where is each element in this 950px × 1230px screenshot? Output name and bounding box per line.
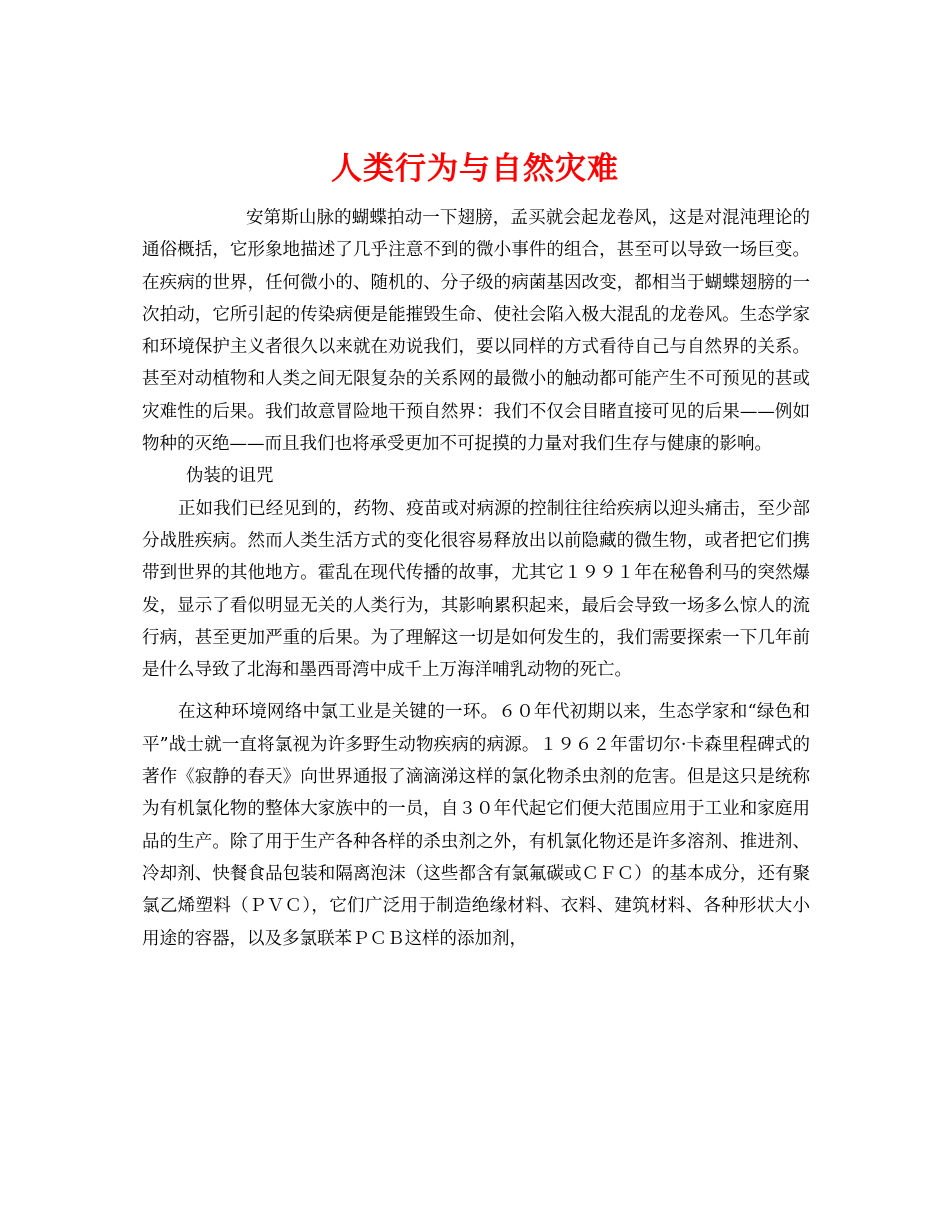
- document-body: [142, 202, 810, 955]
- section-heading: 伪装的诅咒: [186, 466, 274, 487]
- document-title: 人类行为与自然灾难: [331, 150, 619, 187]
- paragraph-chlorine: 在这种环境网络中氯工业是关键的一环。６０年代初期以来，生态学家和“绿色和平”战士就一直将氯视为许多野生动物疾病的病源。１９６２年雷切尔·卡森里程碑式的著作《寂静的春天》向世界通报了滴滴涕这样的氯化物杀虫剂的危害。但是这只是统称为有机氯化物的整体大家族中的一员，自３０年代起它们便大范围应用于工业和家庭用品的生产。除了用于生产各种各样的杀虫剂之外，有机氯化物还是许多溶剂、推进剂、冷却剂、快餐食品包装和隔离泡沫（这些都含有氯氟碳或ＣＦＣ）的基本成分，还有聚氯乙烯塑料（ＰＶＣ），它们广泛用于制造绝缘材料、衣料、建筑材料、各种形状大小用途的容器，以及多氯联苯ＰＣＢ这样的添加剂，: [142, 702, 810, 949]
- paragraph-cholera: 正如我们已经见到的，药物、疫苗或对病源的控制往往给疾病以迎头痛击，至少部分战胜疾病。然而人类生活方式的变化很容易释放出以前隐藏的微生物，或者把它们携带到世界的其他地方。霍乱在现代传播的故事，尤其它１９９１年在秘鲁利马的突然爆发，显示了看似明显无关的人类行为，其影响累积起来，最后会导致一场多么惊人的流行病，甚至更加严重的后果。为了理解这一切是如何发生的，我们需要探索一下几年前是什么导致了北海和墨西哥湾中成千上万海洋哺乳动物的死亡。: [142, 498, 810, 681]
- paragraph-intro: 安第斯山脉的蝴蝶拍动一下翅膀，孟买就会起龙卷风，这是对混沌理论的通俗概括，它形象地描述了几乎注意不到的微小事件的组合，甚至可以导致一场巨变。在疾病的世界，任何微小的、随机的、分子级的病菌基因改变，都相当于蝴蝶翅膀的一次拍动，它所引起的传染病便是能摧毁生命、使社会陷入极大混乱的龙卷风。生态学家和环境保护主义者很久以来就在劝说我们，要以同样的方式看待自己与自然界的关系。甚至对动植物和人类之间无限复杂的关系网的最微小的触动都可能产生不可预见的甚或灾难性的后果。我们故意冒险地干预自然界：我们不仅会目睹直接可见的后果——例如物种的灭绝——而且我们也将承受更加不可捉摸的力量对我们生存与健康的影响。: [142, 208, 810, 455]
